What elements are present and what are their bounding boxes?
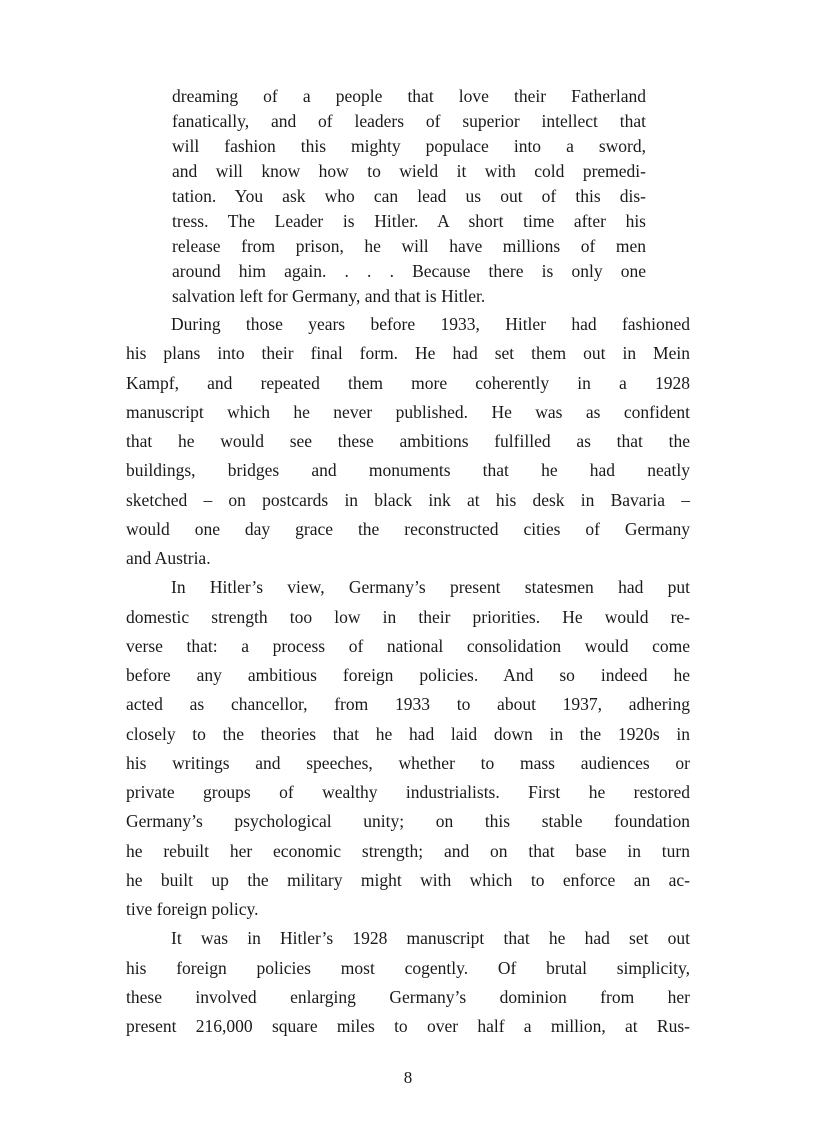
text-line: acted as chancellor, from 1933 to about 1937, adhering	[126, 694, 690, 715]
text-line: would one day grace the reconstructed cities of Germany	[126, 518, 690, 539]
text-line: domestic strength too low in their priorities. He would re-	[126, 606, 690, 627]
text-line: tive foreign policy.	[126, 899, 259, 919]
text-line: he built up the military might with which to enforce an ac-	[126, 869, 690, 890]
text-line: It was in Hitler’s 1928 manuscript that he had set out	[171, 928, 690, 949]
paragraph	[126, 573, 690, 924]
quote-line: and will know how to wield it with cold premedi-	[172, 161, 646, 181]
quote-line: fanatically, and of leaders of superior intellect that	[172, 111, 646, 131]
text-line: he rebuilt her economic strength; and on that base in turn	[126, 840, 690, 861]
body-text	[126, 310, 690, 1041]
text-line: present 216,000 square miles to over half a million, at Rus-	[126, 1016, 690, 1036]
text-line: his plans into their final form. He had set them out in Mein	[126, 343, 690, 364]
quote-line: release from prison, he will have millions of men	[172, 236, 646, 256]
page-number: 8	[403, 1068, 413, 1087]
text-line: and Austria.	[126, 548, 211, 568]
paragraph	[126, 310, 690, 573]
text-line: manuscript which he never published. He was as confident	[126, 401, 690, 422]
text-line: these involved enlarging Germany’s dominion from her	[126, 986, 690, 1007]
quote-line: will fashion this mighty populace into a sword,	[172, 136, 646, 156]
text-line: Germany’s psychological unity; on this stable foundation	[126, 811, 690, 832]
text-line: verse that: a process of national consolidation would come	[126, 635, 690, 656]
text-line: During those years before 1933, Hitler had fashioned	[171, 314, 690, 334]
text-line: sketched – on postcards in black ink at his desk in Bavaria –	[126, 489, 690, 510]
text-line: his foreign policies most cogently. Of brutal simplicity,	[126, 957, 690, 978]
quote-line: tress. The Leader is Hitler. A short time after his	[172, 211, 646, 231]
text-line: before any ambitious foreign policies. And so indeed he	[126, 665, 690, 685]
text-line: In Hitler’s view, Germany’s present statesmen had put	[171, 577, 690, 598]
quote-line: salvation left for Germany, and that is Hitler.	[172, 286, 486, 306]
text-line: Kampf, and repeated them more coherently in a 1928	[126, 372, 690, 393]
quote-line: around him again. . . . Because there is only one	[172, 261, 646, 281]
text-line: buildings, bridges and monuments that he had neatly	[126, 460, 690, 481]
block-quote	[172, 84, 646, 309]
quote-line: dreaming of a people that love their Fatherland	[172, 86, 646, 106]
text-line: his writings and speeches, whether to mass audiences or	[126, 752, 690, 773]
text-line: private groups of wealthy industrialists. First he restored	[126, 782, 690, 802]
paragraph	[126, 924, 690, 1041]
quote-line: tation. You ask who can lead us out of this dis-	[172, 186, 646, 206]
text-line: closely to the theories that he had laid down in the 1920s in	[126, 723, 690, 744]
text-line: that he would see these ambitions fulfilled as that the	[126, 431, 690, 451]
